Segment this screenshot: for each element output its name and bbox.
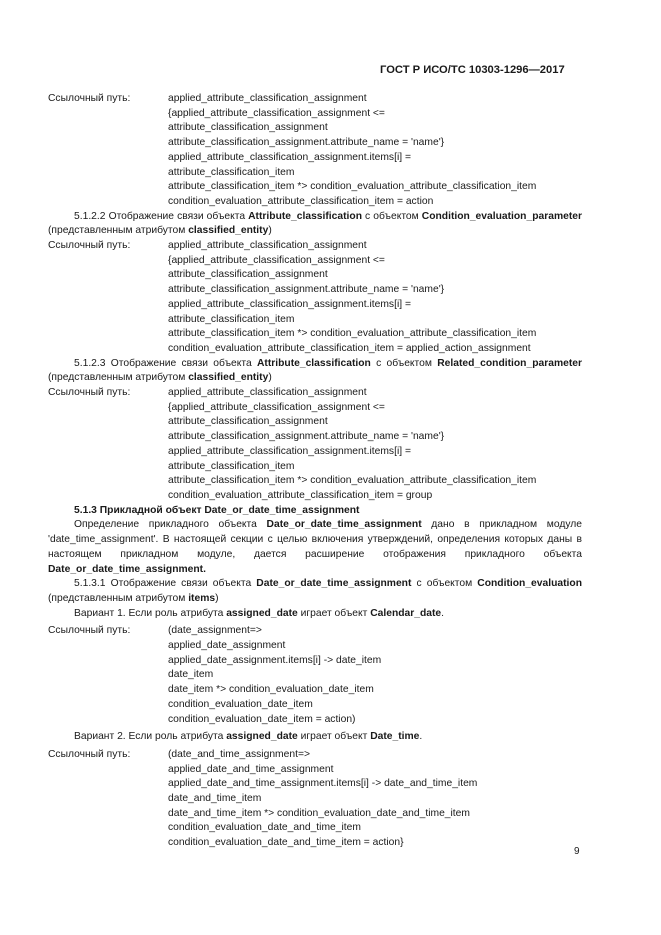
path-line: attribute_classification_item *> condition_evaluation_attribute_classification_item xyxy=(168,475,537,487)
path-line: applied_date_assignment.items[i] -> date_item xyxy=(168,654,382,666)
section-5-1-3-paragraph: Определение прикладного объекта Date_or_date_time_assignment дано в прикладном модуле 'date_time_assignment'. В настоящей секции с целью включения утверждений, определения которых даны в настоящем прикладном модуле, дается расширение отображения прикладного объекта Date_or_date_time_assignment. xyxy=(48,519,582,575)
path-line: attribute_classification_assignment.attribute_name = 'name'} xyxy=(168,284,445,296)
path-line: attribute_classification_assignment xyxy=(168,269,328,281)
path-line: attribute_classification_item *> condition_evaluation_attribute_classification_item xyxy=(168,328,537,340)
path-line: applied_attribute_classification_assignment.items[i] = xyxy=(168,151,411,163)
path-line: applied_attribute_classification_assignment xyxy=(168,240,367,252)
path-line: attribute_classification_item *> condition_evaluation_attribute_classification_item xyxy=(168,181,537,193)
path-line: (date_assignment=> xyxy=(168,625,262,637)
path-line: condition_evaluation_date_item xyxy=(168,698,313,710)
path-line: attribute_classification_assignment xyxy=(168,416,328,428)
section-5-1-2-2: 5.1.2.2 Отображение связи объекта Attribute_classification с объектом Condition_evaluation_parameter (представленным атрибутом classified_entity) xyxy=(48,210,582,237)
path-line: condition_evaluation_attribute_classification_item = action xyxy=(168,195,434,207)
path-line: condition_evaluation_date_item = action) xyxy=(168,713,356,725)
path-line: {applied_attribute_classification_assignment <= xyxy=(168,254,385,266)
reference-path-label: Ссылочный путь: xyxy=(48,748,131,760)
path-line: {applied_attribute_classification_assignment <= xyxy=(168,401,385,413)
path-line: applied_date_and_time_assignment.items[i] -> date_and_time_item xyxy=(168,778,478,790)
path-line: date_and_time_item *> condition_evaluation_date_and_time_item xyxy=(168,807,470,819)
path-line: applied_attribute_classification_assignment xyxy=(168,93,367,104)
path-line: attribute_classification_item xyxy=(168,460,295,472)
path-line: applied_attribute_classification_assignment xyxy=(168,387,367,399)
reference-path-label: Ссылочный путь: xyxy=(48,625,131,637)
section-5-1-2-3: 5.1.2.3 Отображение связи объекта Attribute_classification с объектом Related_condition_parameter (представленным атрибутом classified_entity) xyxy=(48,357,582,384)
path-line: date_and_time_item xyxy=(168,793,262,805)
document-header: ГОСТ Р ИСО/ТС 10303-1296—2017 xyxy=(380,64,565,76)
path-line: attribute_classification_assignment xyxy=(168,122,328,134)
page-number: 9 xyxy=(574,846,580,857)
path-line: date_item *> condition_evaluation_date_item xyxy=(168,684,374,696)
section-heading-5-1-3: 5.1.3 Прикладной объект Date_or_date_time_assignment xyxy=(74,504,360,516)
variant-1: Вариант 1. Если роль атрибута assigned_date играет объект Calendar_date. xyxy=(74,607,445,619)
reference-path-block xyxy=(48,386,582,504)
reference-path-label: Ссылочный путь: xyxy=(48,240,131,252)
path-line: attribute_classification_item xyxy=(168,166,295,178)
page-content xyxy=(48,92,582,851)
path-line: condition_evaluation_date_and_time_item xyxy=(168,822,361,834)
path-line: {applied_attribute_classification_assignment <= xyxy=(168,107,385,119)
path-line: (date_and_time_assignment=> xyxy=(168,748,310,760)
reference-path-block xyxy=(48,748,582,851)
path-line: applied_date_assignment xyxy=(168,640,286,652)
path-line: attribute_classification_assignment.attribute_name = 'name'} xyxy=(168,137,445,149)
reference-path-label: Ссылочный путь: xyxy=(48,93,131,104)
reference-path-block xyxy=(48,92,582,210)
reference-path-label: Ссылочный путь: xyxy=(48,387,131,399)
path-line: condition_evaluation_attribute_classification_item = group xyxy=(168,489,433,501)
reference-path-block xyxy=(48,624,582,727)
path-line: applied_attribute_classification_assignment.items[i] = xyxy=(168,445,411,457)
path-line: date_item xyxy=(168,669,214,681)
path-line: applied_date_and_time_assignment xyxy=(168,763,334,775)
path-line: attribute_classification_item xyxy=(168,313,295,325)
variant-2: Вариант 2. Если роль атрибута assigned_date играет объект Date_time. xyxy=(74,731,423,743)
section-5-1-3-1: 5.1.3.1 Отображение связи объекта Date_or_date_time_assignment с объектом Condition_evaluation (представленным атрибутом items) xyxy=(48,578,582,604)
path-line: condition_evaluation_date_and_time_item = action} xyxy=(168,837,404,849)
path-line: condition_evaluation_attribute_classification_item = applied_action_assignment xyxy=(168,342,531,354)
path-line: attribute_classification_assignment.attribute_name = 'name'} xyxy=(168,431,445,443)
path-line: applied_attribute_classification_assignment.items[i] = xyxy=(168,298,411,310)
reference-path-block xyxy=(48,239,582,357)
